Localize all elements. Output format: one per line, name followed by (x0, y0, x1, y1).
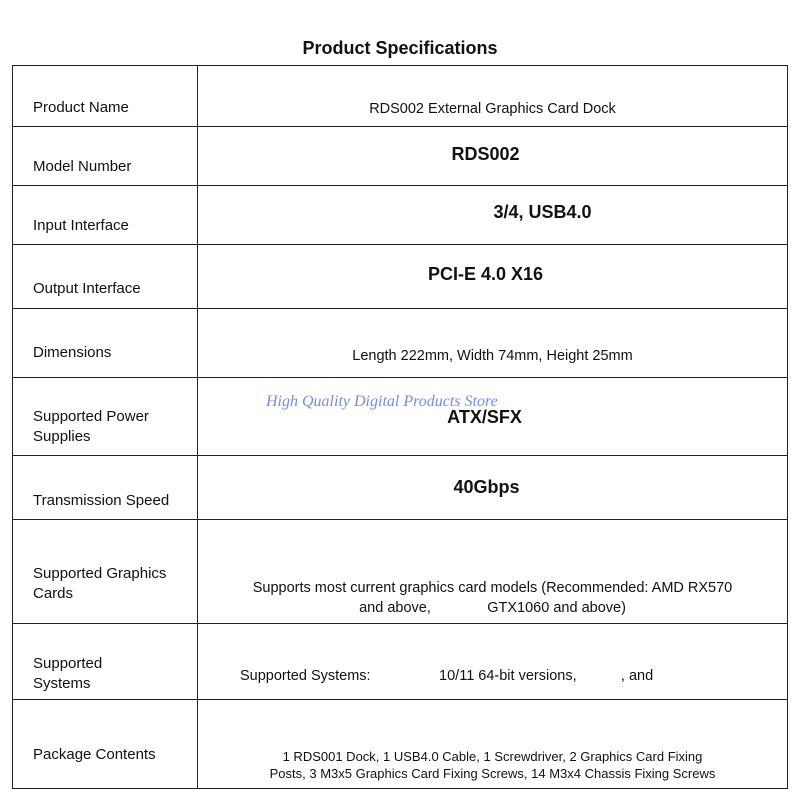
spec-value: 40Gbps (453, 477, 520, 497)
spec-value-cell (198, 127, 788, 186)
spec-value: Supported Systems: 10/11 64-bit versions, , and (240, 668, 654, 684)
spec-table (12, 65, 788, 789)
spec-value-line1: Supports most current graphics card models (Recommended: AMD RX570 (252, 580, 733, 596)
table-row (13, 624, 788, 700)
spec-label-cell (13, 456, 198, 520)
spec-label-line2: Supplies (33, 428, 91, 445)
page-title: Product Specifications (302, 38, 498, 58)
spec-label: Dimensions (33, 344, 112, 361)
spec-value-cell (198, 66, 788, 127)
table-row (13, 520, 788, 624)
spec-value: RDS002 (451, 144, 520, 164)
spec-label-cell (13, 624, 198, 700)
spec-value-cell (198, 186, 788, 245)
spec-label: Output Interface (33, 280, 141, 297)
spec-label-line2: Cards (33, 585, 74, 602)
table-row (13, 245, 788, 309)
spec-value: RDS002 External Graphics Card Dock (369, 101, 616, 117)
spec-value-cell (198, 245, 788, 309)
table-row (13, 378, 788, 456)
spec-label-cell (13, 309, 198, 378)
spec-label: Product Name (33, 99, 129, 116)
spec-label-cell (13, 520, 198, 624)
spec-label-cell (13, 245, 198, 309)
spec-label: Transmission Speed (33, 492, 170, 509)
spec-value: ATX/SFX (447, 407, 522, 427)
table-row (13, 186, 788, 245)
spec-value-cell (198, 456, 788, 520)
spec-value-cell (198, 378, 788, 456)
table-row (13, 700, 788, 789)
store-watermark: High Quality Digital Products Store (266, 393, 498, 410)
spec-value-line2: Posts, 3 M3x5 Graphics Card Fixing Screws, 14 M3x4 Chassis Fixing Screws (269, 766, 716, 781)
table-row (13, 456, 788, 520)
spec-value-cell (198, 520, 788, 624)
spec-value: Length 222mm, Width 74mm, Height 25mm (352, 348, 633, 364)
spec-value-cell (198, 700, 788, 789)
spec-label-cell (13, 700, 198, 789)
spec-label-line2: Systems (33, 675, 91, 692)
spec-label-cell (13, 127, 198, 186)
spec-label: Input Interface (33, 217, 129, 234)
spec-value: 3/4, USB4.0 (493, 202, 592, 222)
table-row (13, 66, 788, 127)
spec-value-cell (198, 309, 788, 378)
spec-label: Model Number (33, 158, 132, 175)
spec-label-cell (13, 66, 198, 127)
table-row (13, 309, 788, 378)
spec-label: Package Contents (33, 746, 156, 763)
spec-label-line1: Supported Graphics (33, 565, 167, 582)
spec-value-line2: and above, GTX1060 and above) (359, 600, 626, 616)
spec-value-line1: 1 RDS001 Dock, 1 USB4.0 Cable, 1 Screwdriver, 2 Graphics Card Fixing (282, 749, 703, 764)
spec-label-line1: Supported Power (33, 408, 149, 425)
spec-value: PCI-E 4.0 X16 (427, 264, 544, 284)
spec-label-cell (13, 186, 198, 245)
table-row (13, 127, 788, 186)
spec-label-line1: Supported (33, 655, 103, 672)
spec-label-cell (13, 378, 198, 456)
spec-value-cell (198, 624, 788, 700)
